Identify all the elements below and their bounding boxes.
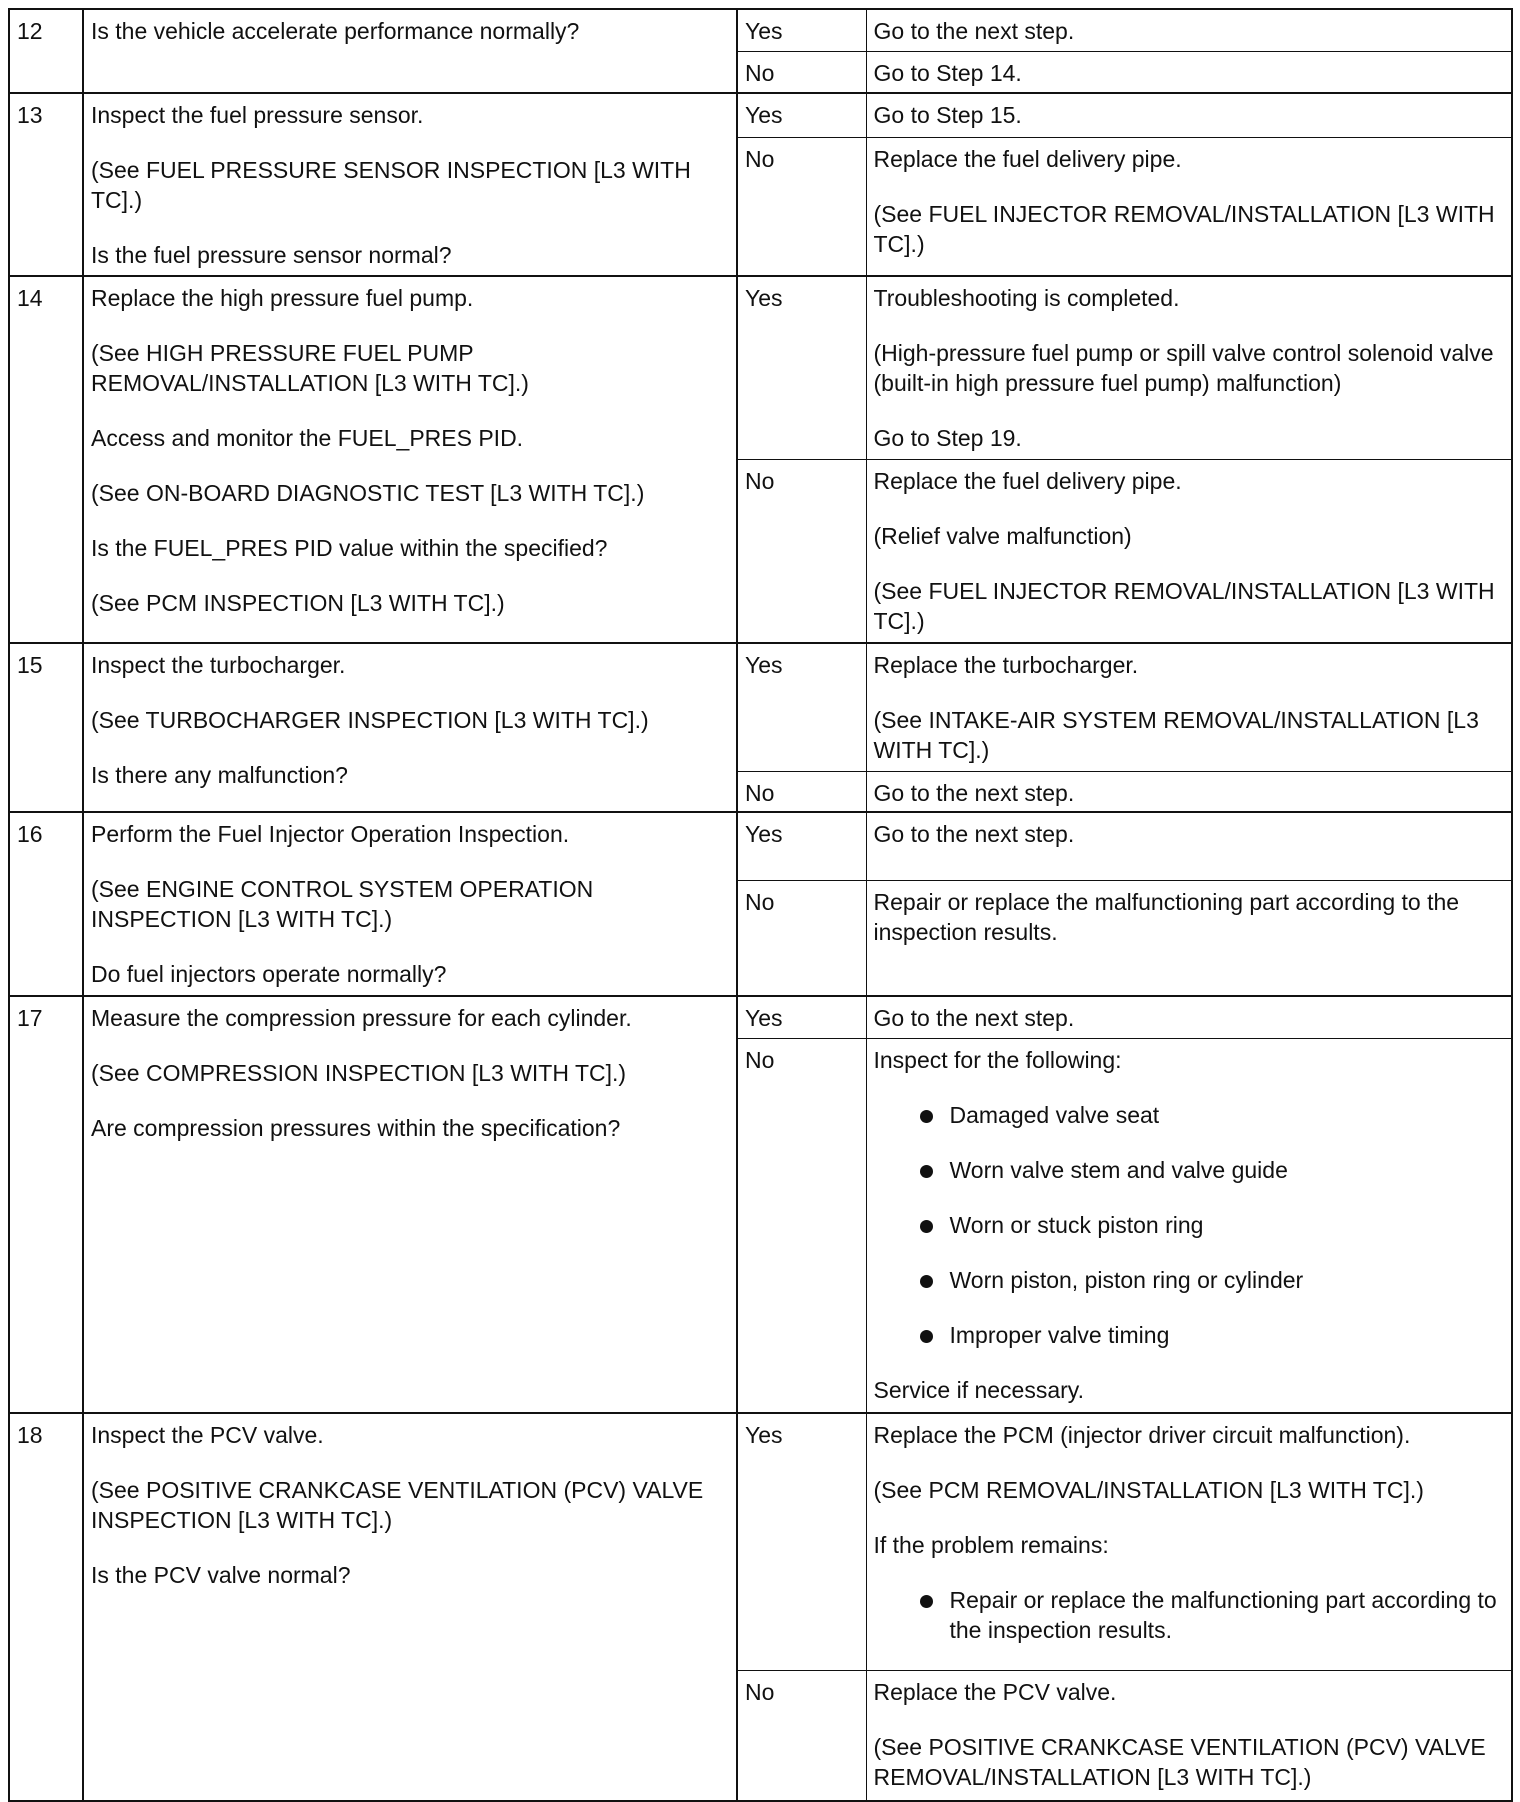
result-text: Inspect for the following: [873,1046,1122,1073]
result-text: Go to the next step. [873,821,1075,847]
step-18-row [9,1413,1512,1671]
no-result [866,1671,1512,1801]
result-text: Go to the next step. [873,1005,1075,1031]
step-number: 16 [9,812,83,996]
result-text: Go to the next step. [873,779,1075,806]
action-reference: (See POSITIVE CRANKCASE VENTILATION (PCV) VALVE INSPECTION [L3 WITH TC].) [91,1477,704,1533]
remedy-list [874,1585,1505,1645]
no-result [866,1038,1512,1413]
no-label: No [737,880,866,996]
no-result [866,51,1512,93]
step-number: 18 [9,1413,83,1801]
no-result [866,880,1512,996]
result-text: Replace the fuel delivery pipe. [873,145,1182,172]
action-text: Access and monitor the FUEL_PRES PID. [91,425,524,451]
no-result [866,771,1512,812]
action-question: Is the fuel pressure sensor normal? [91,242,452,268]
action-text: Measure the compression pressure for each cylinder. [91,1005,632,1031]
result-goto: Go to Step 19. [873,425,1022,451]
step-action [83,643,737,812]
result-text: Replace the fuel delivery pipe. [873,467,1182,494]
action-text: Replace the high pressure fuel pump. [91,285,474,311]
action-text: Perform the Fuel Injector Operation Inspection. [91,821,570,847]
list-item: Damaged valve seat [914,1100,1505,1130]
step-action [83,93,737,276]
action-question: Are compression pressures within the specification? [91,1115,621,1141]
result-text: Repair or replace the malfunctioning part according to the inspection results. [873,888,1460,945]
result-text: Troubleshooting is completed. [873,285,1180,311]
no-label: No [737,1038,866,1413]
step-number: 14 [9,276,83,643]
result-text: Go to Step 15. [873,102,1022,128]
yes-label: Yes [737,1413,866,1671]
step-action [83,996,737,1413]
result-text: Go to the next step. [873,18,1075,44]
action-reference: (See ON-BOARD DIAGNOSTIC TEST [L3 WITH TC].) [91,480,645,506]
action-question: Is the FUEL_PRES PID value within the specified? [91,535,608,561]
action-text: Inspect the PCV valve. [91,1422,324,1448]
no-result [866,137,1512,276]
step-action [83,812,737,996]
result-text: Replace the turbocharger. [873,652,1139,678]
yes-result [866,812,1512,880]
yes-result [866,996,1512,1038]
no-label: No [737,459,866,643]
no-label: No [737,51,866,93]
yes-label: Yes [737,996,866,1038]
no-label: No [737,1671,866,1801]
list-item: Worn valve stem and valve guide [914,1155,1505,1185]
step-action [83,276,737,643]
action-reference: (See COMPRESSION INSPECTION [L3 WITH TC].) [91,1060,627,1086]
action-question: Do fuel injectors operate normally? [91,961,447,987]
result-text: Replace the PCV valve. [873,1679,1117,1705]
no-label: No [737,137,866,276]
inspection-list [874,1100,1505,1350]
result-note: (Relief valve malfunction) [873,522,1132,549]
step-number: 13 [9,93,83,276]
result-reference: (See PCM REMOVAL/INSTALLATION [L3 WITH TC].) [873,1477,1424,1503]
result-note: (High-pressure fuel pump or spill valve control solenoid valve (built-in high pressure fuel pump) malfunction) [873,340,1494,396]
result-note: Service if necessary. [873,1376,1084,1403]
action-question: Is the PCV valve normal? [91,1562,351,1588]
step-17-row [9,996,1512,1038]
yes-label: Yes [737,276,866,459]
yes-result [866,93,1512,137]
action-text: Inspect the turbocharger. [91,652,346,678]
diagnostic-procedure-table [8,8,1513,1802]
list-item: Repair or replace the malfunctioning part according to the inspection results. [914,1585,1505,1645]
list-item: Worn piston, piston ring or cylinder [914,1265,1505,1295]
step-13-row [9,93,1512,137]
result-text: Go to Step 14. [873,59,1022,86]
step-action [83,9,737,93]
result-reference: (See FUEL INJECTOR REMOVAL/INSTALLATION [L3 WITH TC].) [873,577,1495,634]
list-item: Worn or stuck piston ring [914,1210,1505,1240]
action-text: Is the vehicle accelerate performance normally? [91,18,580,44]
yes-label: Yes [737,93,866,137]
result-reference: (See INTAKE-AIR SYSTEM REMOVAL/INSTALLATION [L3 WITH TC].) [873,707,1479,763]
yes-label: Yes [737,812,866,880]
action-reference: (See HIGH PRESSURE FUEL PUMP REMOVAL/INSTALLATION [L3 WITH TC].) [91,340,529,396]
result-note: If the problem remains: [873,1532,1109,1558]
result-reference: (See FUEL INJECTOR REMOVAL/INSTALLATION [L3 WITH TC].) [873,200,1495,257]
yes-result [866,9,1512,51]
result-reference: (See POSITIVE CRANKCASE VENTILATION (PCV) VALVE REMOVAL/INSTALLATION [L3 WITH TC].) [873,1734,1486,1790]
step-action [83,1413,737,1801]
action-reference: (See TURBOCHARGER INSPECTION [L3 WITH TC].) [91,707,649,733]
step-15-row [9,643,1512,771]
action-reference: (See PCM INSPECTION [L3 WITH TC].) [91,590,505,616]
result-text: Replace the PCM (injector driver circuit malfunction). [873,1422,1411,1448]
action-text: Inspect the fuel pressure sensor. [91,102,424,128]
action-question: Is there any malfunction? [91,762,348,788]
step-16-row [9,812,1512,880]
yes-label: Yes [737,643,866,771]
yes-result [866,643,1512,771]
list-item: Improper valve timing [914,1320,1505,1350]
yes-result [866,276,1512,459]
step-12-row [9,9,1512,51]
no-label: No [737,771,866,812]
step-number: 17 [9,996,83,1413]
step-number: 15 [9,643,83,812]
step-number: 12 [9,9,83,93]
action-reference: (See ENGINE CONTROL SYSTEM OPERATION INSPECTION [L3 WITH TC].) [91,876,594,932]
yes-label: Yes [737,9,866,51]
action-reference: (See FUEL PRESSURE SENSOR INSPECTION [L3 WITH TC].) [91,157,691,213]
yes-result [866,1413,1512,1671]
step-14-row [9,276,1512,459]
no-result [866,459,1512,643]
